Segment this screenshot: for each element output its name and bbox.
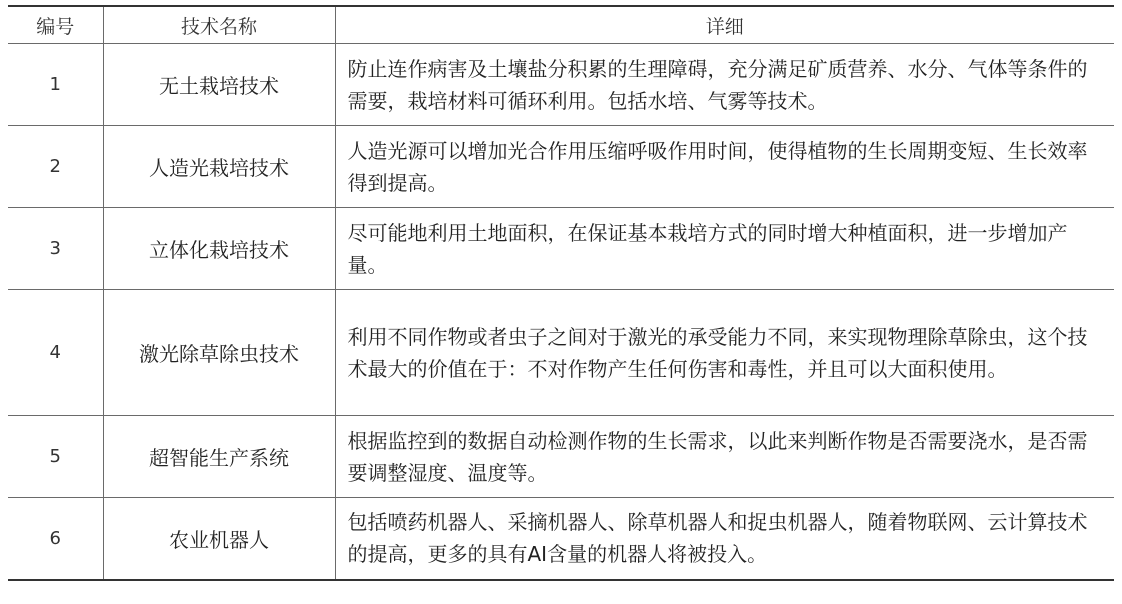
row-number: 4	[8, 290, 103, 416]
row-tech-name: 超智能生产系统	[103, 416, 335, 498]
tech-table-container	[8, 5, 1114, 581]
table-row	[8, 416, 1114, 498]
table-row	[8, 290, 1114, 416]
row-detail: 包括喷药机器人、采摘机器人、除草机器人和捉虫机器人，随着物联网、云计算技术的提高，更多的具有AI含量的机器人将被投入。	[335, 498, 1114, 580]
row-tech-name: 立体化栽培技术	[103, 208, 335, 290]
row-number: 2	[8, 126, 103, 208]
row-detail: 利用不同作物或者虫子之间对于激光的承受能力不同，来实现物理除草除虫，这个技术最大的价值在于：不对作物产生任何伤害和毒性，并且可以大面积使用。	[335, 290, 1114, 416]
row-number: 1	[8, 44, 103, 126]
table-row	[8, 126, 1114, 208]
row-detail: 根据监控到的数据自动检测作物的生长需求，以此来判断作物是否需要浇水，是否需要调整湿度、温度等。	[335, 416, 1114, 498]
table-row	[8, 44, 1114, 126]
header-number: 编号	[8, 6, 103, 44]
row-tech-name: 农业机器人	[103, 498, 335, 580]
row-detail: 尽可能地利用土地面积，在保证基本栽培方式的同时增大种植面积，进一步增加产量。	[335, 208, 1114, 290]
table-header-row	[8, 6, 1114, 44]
header-tech-name: 技术名称	[103, 6, 335, 44]
row-tech-name: 人造光栽培技术	[103, 126, 335, 208]
row-tech-name: 无土栽培技术	[103, 44, 335, 126]
row-number: 5	[8, 416, 103, 498]
table-row	[8, 208, 1114, 290]
row-number: 3	[8, 208, 103, 290]
header-detail: 详细	[335, 6, 1114, 44]
table-row	[8, 498, 1114, 580]
row-tech-name: 激光除草除虫技术	[103, 290, 335, 416]
agri-tech-table	[8, 5, 1114, 581]
row-detail: 人造光源可以增加光合作用压缩呼吸作用时间，使得植物的生长周期变短、生长效率得到提高。	[335, 126, 1114, 208]
row-number: 6	[8, 498, 103, 580]
row-detail: 防止连作病害及土壤盐分积累的生理障碍，充分满足矿质营养、水分、气体等条件的需要，栽培材料可循环利用。包括水培、气雾等技术。	[335, 44, 1114, 126]
